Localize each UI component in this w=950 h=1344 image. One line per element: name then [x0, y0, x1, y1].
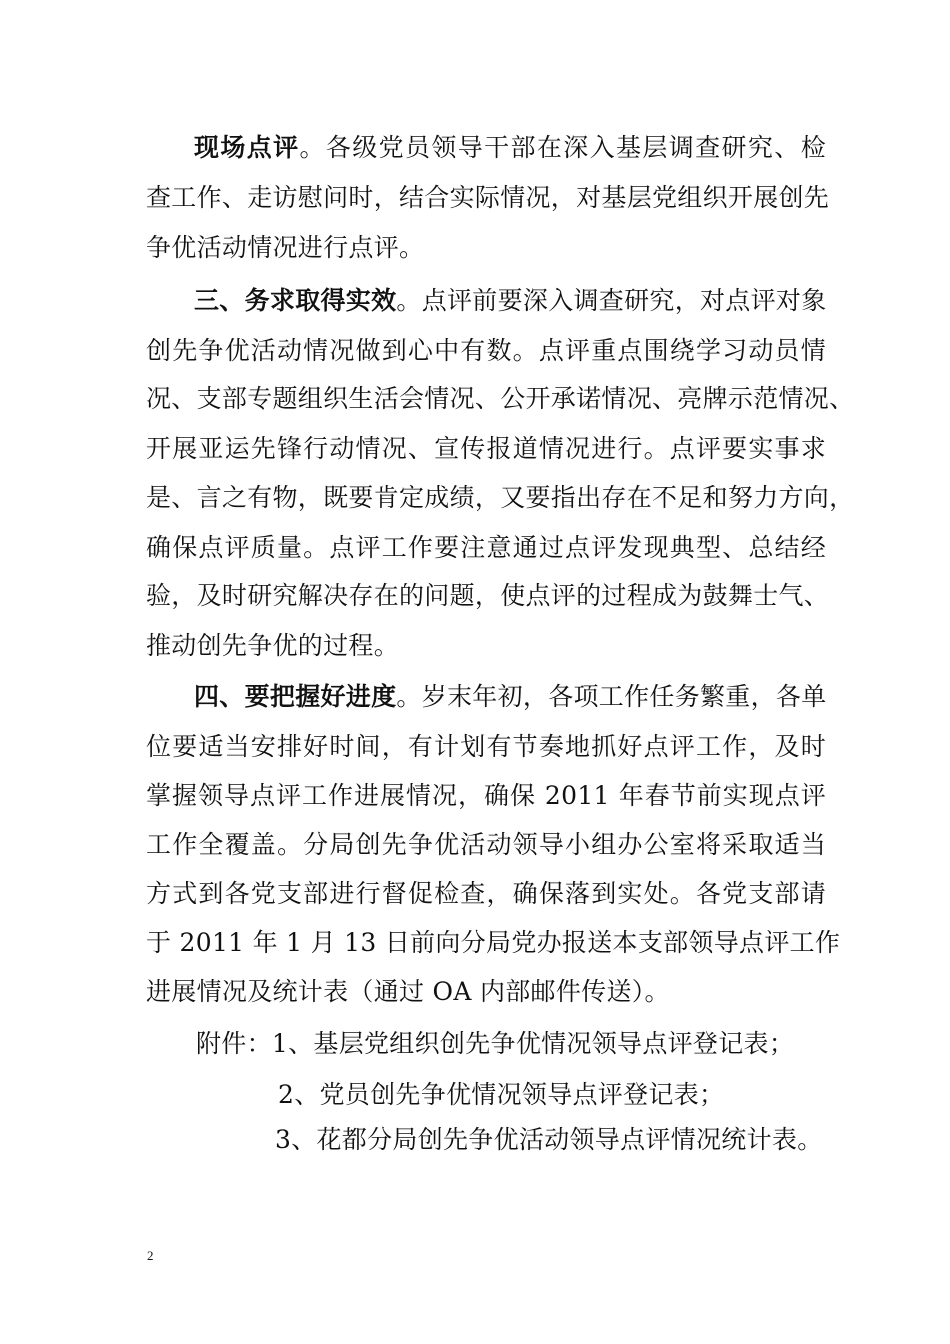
paragraph-line: 进展情况及统计表（通过 OA 内部邮件传送）。: [146, 977, 670, 1006]
paragraph-line: 验，及时研究解决存在的问题，使点评的过程成为鼓舞士气、: [146, 581, 830, 610]
paragraph-line: 工作全覆盖。分局创先争优活动领导小组办公室将采取适当: [146, 830, 826, 859]
attachment-label: 附件：: [196, 1029, 272, 1058]
line-text: 。岁末年初，各项工作任务繁重，各单: [396, 682, 827, 711]
paragraph-line: [194, 285, 826, 317]
attachment-line: 2、党员创先争优情况领导点评登记表；: [278, 1080, 725, 1109]
paragraph-line: 创先争优活动情况做到心中有数。点评重点围绕学习动员情: [146, 336, 826, 365]
line-text: 。各级党员领导干部在深入基层调查研究、检: [299, 133, 826, 162]
paragraph-line: 推动创先争优的过程。: [146, 631, 400, 660]
section-heading: 三、务求取得实效: [194, 286, 397, 315]
paragraph-line: [194, 132, 826, 164]
paragraph-line: [194, 681, 826, 713]
paragraph-line: 位要适当安排好时间，有计划有节奏地抓好点评工作，及时: [146, 732, 826, 761]
page-number: 2: [147, 1248, 154, 1263]
paragraph-line: 查工作、走访慰问时，结合实际情况，对基层党组织开展创先: [146, 183, 830, 212]
line-text: 。点评前要深入调查研究，对点评对象: [396, 286, 827, 315]
section-heading: 现场点评: [194, 133, 300, 162]
paragraph-line: 确保点评质量。点评工作要注意通过点评发现典型、总结经: [146, 533, 826, 562]
paragraph-line: 方式到各党支部进行督促检查，确保落到实处。各党支部请: [146, 879, 826, 908]
paragraph-line: 掌握领导点评工作进展情况，确保 2011 年春节前实现点评: [146, 781, 826, 810]
paragraph-line: 于 2011 年 1 月 13 日前向分局党办报送本支部领导点评工作: [146, 928, 841, 957]
paragraph-line: 争优活动情况进行点评。: [146, 233, 425, 262]
section-heading: 四、要把握好进度: [194, 682, 397, 711]
paragraph-line: 是、言之有物，既要肯定成绩，又要指出存在不足和努力方向，: [146, 483, 855, 512]
attachment-item: 1、基层党组织创先争优情况领导点评登记表；: [271, 1029, 795, 1058]
attachment-line: 3、花都分局创先争优活动领导点评情况统计表。: [275, 1125, 823, 1154]
paragraph-line: 开展亚运先锋行动情况、宣传报道情况进行。点评要实事求: [146, 434, 826, 463]
paragraph-line: 况、支部专题组织生活会情况、公开承诺情况、亮牌示范情况、: [146, 384, 855, 413]
attachment-line: [196, 1028, 876, 1060]
